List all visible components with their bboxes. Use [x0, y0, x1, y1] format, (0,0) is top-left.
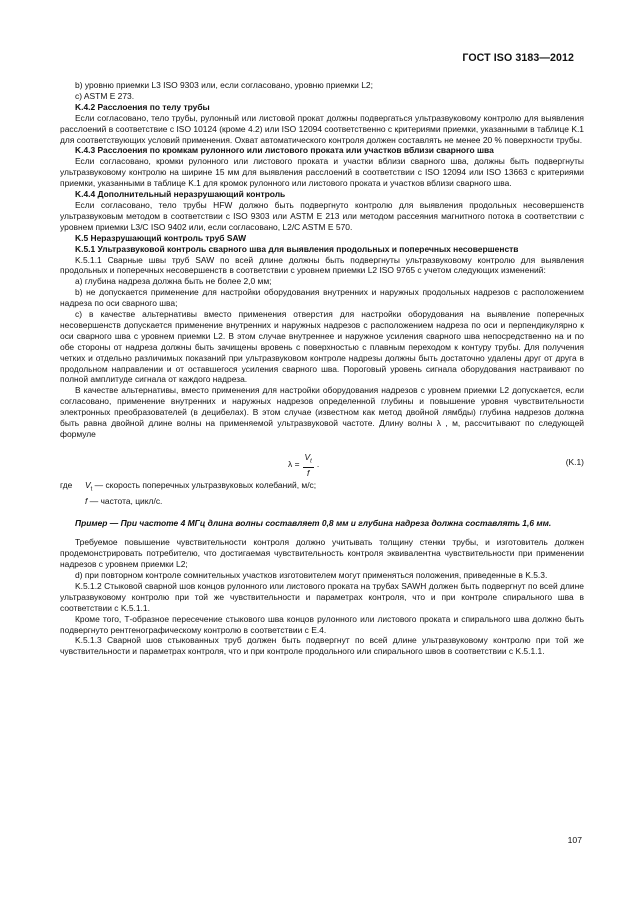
- formula-expression: [288, 452, 319, 478]
- formula-numerator: $V_t$: [303, 452, 314, 468]
- legend-item-vt: $V_t$ — скорость поперечных ультразвуковых колебаний, м/с;: [85, 479, 317, 493]
- paragraph-requirement: Требуемое повышение чувствительности контроля должно учитывать толщину стенки трубы, и изготовитель должен продемонстрировать потребителю, что достигаемая чувствительность контроля эквивалентна чувствительности при применении надрезов с уровнем приемки L2;: [60, 537, 584, 570]
- paragraph-alternative: В качестве альтернативы, вместо применения для настройки оборудования надрезов с уровнем приемки L2 допускается, если согласовано, применение внутренних и наружных надрезов определенной глубины и повышение уровня чувствительности электронных преобразователей (в децибелах). В этом случае (известном как метод двойной лямбды) глубина надрезов должна быть равна двойной длине волны на применяемой ультразвуковой частоте. Длину волны λ , м, рассчитывают по следующей формуле: [60, 385, 584, 439]
- formula-denominator: f: [306, 467, 310, 478]
- list-item-c2: c) в качестве альтернативы вместо применения отверстия для настройки оборудования на выявление поперечных несовершенств допускается применение внутренних и наружных надрезов с расположением надреза по оси и перпендикулярно к оси сварного шва с уровнем приемки L2. В этом случае внутреннее и наружное усиления сварного шва непосредственно на и по обе стороны от надреза должны быть зачищены вровень с поверхностью с плавным переходом к контуру трубы. Для получения четких и отдельно различимых показаний при ультразвуковом контроле надрезы должны быть достаточно удалены друг от друга в продольном направлении и от оставшегося усиления сварного шва. Пороговый уровень сигнала оборудования настраивают по полной амплитуде сигнала от каждого надреза.: [60, 309, 584, 385]
- list-item-b: b) уровню приемки L3 ISO 9303 или, если согласовано, уровню приемки L2;: [75, 80, 373, 90]
- paragraph-k513: K.5.1.3 Сварной шов стыкованных труб должен быть подвергнут по всей длине ультразвуковому контролю при той же чувствительности и параметрах контроля, что и при контроле продольного или спирального швов в соответствии с K.5.1.1.: [60, 635, 584, 657]
- list-item-b2: b) не допускается применение для настройки оборудования внутренних и наружных продольных надрезов с расположением надреза по оси сварного шва;: [60, 287, 584, 309]
- list-item-a: a) глубина надреза должна быть не более 2,0 мм;: [75, 276, 272, 287]
- heading-k42: K.4.2 Расслоения по телу трубы: [75, 101, 210, 112]
- heading-k44: K.4.4 Дополнительный неразрушающий контроль: [75, 189, 286, 200]
- paragraph-t-intersection: Кроме того, Т-образное пересечение стыкового шва концов рулонного или листового проката и спирального шва должно быть подвергнуто рентгенографическому контролю в соответствии с E.4.: [60, 613, 584, 635]
- formula-reference: (K.1): [565, 456, 584, 467]
- paragraph-k44: Если согласовано, тело трубы HFW должно быть подвергнуто контролю для выявления продольных несовершенств ультразвуковым методом в соответствии с ISO 9303 или ASTM E 213 или методом рассеяния магнитного потока в соответствии с уровнем приемки L3/C ISO 9402 или, если согласовано, L2/C ASTM E 570.: [60, 199, 584, 232]
- document-header: ГОСТ ISO 3183—2012: [462, 52, 574, 64]
- example-note: Пример — При частоте 4 МГц длина волны составляет 0,8 мм и глубина надреза должна составлять 1,6 мм.: [75, 518, 552, 529]
- heading-k43: K.4.3 Расслоения по кромкам рулонного или листового проката или участков вблизи сварного шва: [75, 145, 494, 156]
- page-number: 107: [567, 835, 582, 845]
- formula-fraction: [303, 452, 314, 478]
- list-item-c: c) ASTM E 273.: [75, 90, 135, 101]
- formula-k1: [60, 446, 584, 476]
- paragraph-k43: Если согласовано, кромки рулонного или листового проката и участки вблизи сварного шва, должны быть подвергнуты ультразвуковому контролю на ширине 15 мм для выявления расслоений в соответствии с ISO 12094 или ISO 13663 с критериями приемки, указанными в таблице K.1 для кромок рулонного или листового проката и участков вблизи сварного шва.: [60, 156, 584, 189]
- legend-item-f: f — частота, цикл/с.: [85, 495, 163, 506]
- paragraph-k511: K.5.1.1 Сварные швы труб SAW по всей длине должны быть подвергнуты ультразвуковому контролю для выявления продольных и поперечных несовершенств в соответствии с уровнем приемки L2 ISO 9765 с учетом следующих изменений:: [60, 254, 584, 276]
- paragraph-k42: Если согласовано, тело трубы, рулонный или листовой прокат должны подвергаться ультразвуковому контролю для выявления расслоений в соответствие с ISO 10124 (кроме 4.2) или ISO 12094 соответственно с критериями приемки, указанными в таблице K.1 для соответствующих условий применения. Охват автоматического контроля должен составлять не менее 20 % поверхности трубы.: [60, 112, 584, 145]
- page-body: [60, 80, 584, 657]
- formula-lhs: λ =: [288, 459, 300, 470]
- heading-k51: K.5.1 Ультразвуковой контроль сварного шва для выявления продольных и поперечных несовершенств: [75, 243, 519, 254]
- list-item-d: d) при повторном контроле сомнительных участков изготовителем могут применяться положения, приведенные в K.5.3.: [75, 570, 548, 581]
- paragraph-k512: K.5.1.2 Стыковой сварной шов концов рулонного или листового проката на трубах SAWH должен быть подвергнут по всей длине ультразвуковому контролю при той же чувствительности и параметрах контроля, что и при контроле спирального шва в соответствии с K.5.1.1.: [60, 580, 584, 613]
- formula-tail: .: [316, 459, 320, 470]
- heading-k5: K.5 Неразрушающий контроль труб SAW: [75, 232, 247, 243]
- formula-legend: [60, 480, 584, 496]
- legend-label: где: [60, 479, 73, 490]
